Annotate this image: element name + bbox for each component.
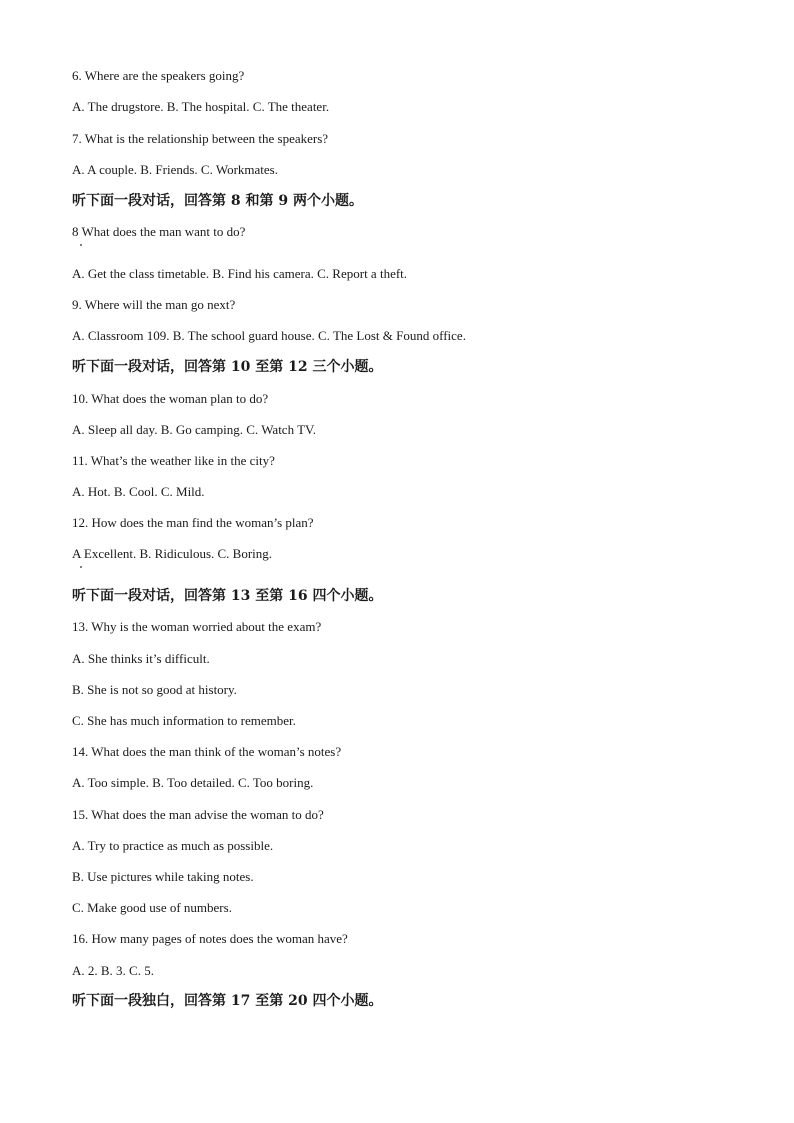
question-15-option-c: C. Make good use of numbers. [72, 900, 232, 915]
question-15-option-b: B. Use pictures while taking notes. [72, 869, 254, 884]
question-9-options: A. Classroom 109. B. The school guard house. C. The Lost & Found office. [72, 328, 466, 343]
question-6: 6. Where are the speakers going? [72, 68, 245, 83]
question-14-options: A. Too simple. B. Too detailed. C. Too boring. [72, 775, 314, 790]
question-15-option-a: A. Try to practice as much as possible. [72, 838, 274, 853]
question-8: 8 What does the man want to do? [72, 224, 246, 239]
question-7-options: A. A couple. B. Friends. C. Workmates. [72, 162, 278, 177]
section-heading-8-9: 听下面一段对话，回答第 8 和第 9 两个小题。 [72, 193, 363, 209]
question-12: 12. How does the man find the woman’s plan? [72, 515, 314, 530]
question-13-option-b: B. She is not so good at history. [72, 682, 237, 697]
stray-mark [80, 244, 82, 246]
question-9: 9. Where will the man go next? [72, 297, 236, 312]
question-10-options: A. Sleep all day. B. Go camping. C. Watch TV. [72, 422, 316, 437]
section-heading-10-12: 听下面一段对话，回答第 10 至第 12 三个小题。 [72, 359, 383, 375]
question-11-options: A. Hot. B. Cool. C. Mild. [72, 484, 205, 499]
section-heading-17-20: 听下面一段独白，回答第 17 至第 20 四个小题。 [72, 993, 383, 1009]
question-13-option-c: C. She has much information to remember. [72, 713, 296, 728]
question-16: 16. How many pages of notes does the woman have? [72, 931, 348, 946]
question-16-options: A. 2. B. 3. C. 5. [72, 963, 154, 978]
question-12-options: A Excellent. B. Ridiculous. C. Boring. [72, 546, 273, 561]
question-13-option-a: A. She thinks it’s difficult. [72, 651, 210, 666]
question-13: 13. Why is the woman worried about the exam? [72, 619, 322, 634]
question-11: 11. What’s the weather like in the city? [72, 453, 275, 468]
stray-mark [80, 566, 82, 568]
question-8-options: A. Get the class timetable. B. Find his camera. C. Report a theft. [72, 266, 408, 281]
question-6-options: A. The drugstore. B. The hospital. C. The theater. [72, 99, 330, 114]
question-15: 15. What does the man advise the woman to do? [72, 807, 324, 822]
question-14: 14. What does the man think of the woman’s notes? [72, 744, 342, 759]
question-7: 7. What is the relationship between the speakers? [72, 131, 329, 146]
section-heading-13-16: 听下面一段对话，回答第 13 至第 16 四个小题。 [72, 588, 383, 604]
question-10: 10. What does the woman plan to do? [72, 391, 269, 406]
